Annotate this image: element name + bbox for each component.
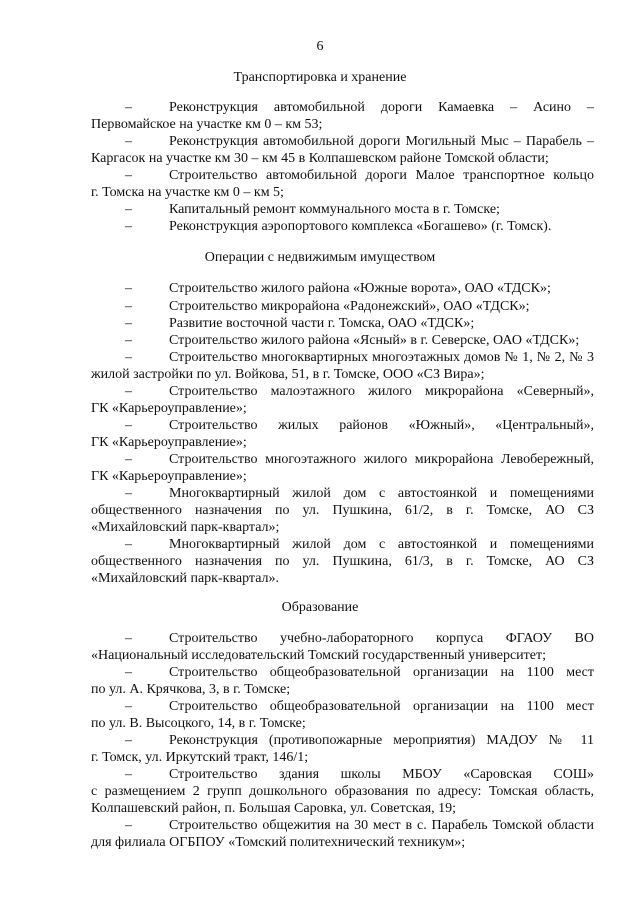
list-item: – Развитие восточной части г. Томска, ОАО «ТДСК»; <box>91 315 594 332</box>
bullet-dash: – <box>125 168 132 183</box>
bullet-dash: – <box>125 537 132 552</box>
list-item: – Реконструкция аэропортового комплекса «Богашево» (г. Томск). <box>91 218 594 235</box>
bullet-dash: – <box>125 665 132 680</box>
bullet-dash: – <box>125 281 132 296</box>
list-item: – Строительство общеобразовательной организации на 1100 мест по ул. В. Высоцкого, 14, в г. Томске; <box>91 699 594 732</box>
list-item: – Многоквартирный жилой дом с автостоянкой и помещениями общественного назначения по ул. Пушкина, 61/2, в г. Томске, АО СЗ «Михайловский парк-квартал»; <box>91 486 594 536</box>
bullet-dash: – <box>125 418 132 433</box>
bullet-dash: – <box>125 202 132 217</box>
section-heading-real-estate: Операции с недвижимым имуществом <box>204 250 436 265</box>
bullet-dash: – <box>125 452 132 467</box>
list-item: – Строительство многоквартирных многоэтажных домов № 1, № 2, № 3 жилой застройки по ул. Войкова, 51, в г. Томске, ООО «СЗ Вира»; <box>91 350 594 383</box>
list-item: – Строительство многоэтажного жилого микрорайона Левобережный, ГК «Карьероуправление»; <box>91 452 594 485</box>
bullet-dash: – <box>125 299 132 314</box>
section-heading-transport: Транспортировка и хранение <box>233 70 407 85</box>
bullet-dash: – <box>125 818 132 833</box>
list-item: – Строительство жилого района «Южные ворота», ОАО «ТДСК»; <box>91 280 594 297</box>
list-item: – Строительство жилого района «Ясный» в г. Северске, ОАО «ТДСК»; <box>91 332 594 349</box>
section-heading-education: Образование <box>281 600 359 615</box>
bullet-dash: – <box>125 733 132 748</box>
list-item: – Строительство микрорайона «Радонежский», ОАО «ТДСК»; <box>91 298 594 315</box>
page-number: 6 <box>316 39 324 54</box>
list-item: – Строительство учебно-лабораторного корпуса ФГАОУ ВО «Национальный исследовательский Томский государственный университет; <box>91 631 594 664</box>
bullet-dash: – <box>125 767 132 782</box>
bullet-dash: – <box>125 486 132 501</box>
list-item: – Строительство жилых районов «Южный», «Центральный», ГК «Карьероуправление»; <box>91 418 594 451</box>
list-item: – Строительство автомобильной дороги Малое транспортное кольцо г. Томска на участке км 0 – км 5; <box>91 168 594 201</box>
bullet-dash: – <box>125 333 132 348</box>
bullet-dash: – <box>125 350 132 365</box>
list-item: – Капитальный ремонт коммунального моста в г. Томске; <box>91 201 594 218</box>
list-item: – Реконструкция автомобильной дороги Камаевка – Асино – Первомайское на участке км 0 – км 53; <box>91 100 594 133</box>
bullet-dash: – <box>125 316 132 331</box>
bullet-dash: – <box>125 134 132 149</box>
bullet-dash: – <box>125 384 132 399</box>
bullet-dash: – <box>125 219 132 234</box>
list-item: – Реконструкция автомобильной дороги Могильный Мыс – Парабель – Каргасок на участке км 30 – км 45 в Колпашевском районе Томской области; <box>91 134 594 167</box>
list-item: – Строительство здания школы МБОУ «Саровская СОШ» с размещением 2 групп дошкольного образования по адресу: Томская область, Колпашевский район, п. Большая Саровка, ул. Советская, 19; <box>91 767 594 817</box>
list-item: – Многоквартирный жилой дом с автостоянкой и помещениями общественного назначения по ул. Пушкина, 61/3, в г. Томске, АО СЗ «Михайловский парк-квартал». <box>91 537 594 587</box>
bullet-dash: – <box>125 631 132 646</box>
bullet-dash: – <box>125 100 132 115</box>
list-item: – Строительство малоэтажного жилого микрорайона «Северный», ГК «Карьероуправление»; <box>91 384 594 417</box>
list-item: – Реконструкция (противопожарные мероприятия) МАДОУ № 11 г. Томск, ул. Иркутский тракт, 146/1; <box>91 733 594 766</box>
bullet-dash: – <box>125 699 132 714</box>
list-item: – Строительство общеобразовательной организации на 1100 мест по ул. А. Крячкова, 3, в г. Томске; <box>91 665 594 698</box>
list-item: – Строительство общежития на 30 мест в с. Парабель Томской области для филиала ОГБПОУ «Томский политехнический техникум»; <box>91 818 594 851</box>
